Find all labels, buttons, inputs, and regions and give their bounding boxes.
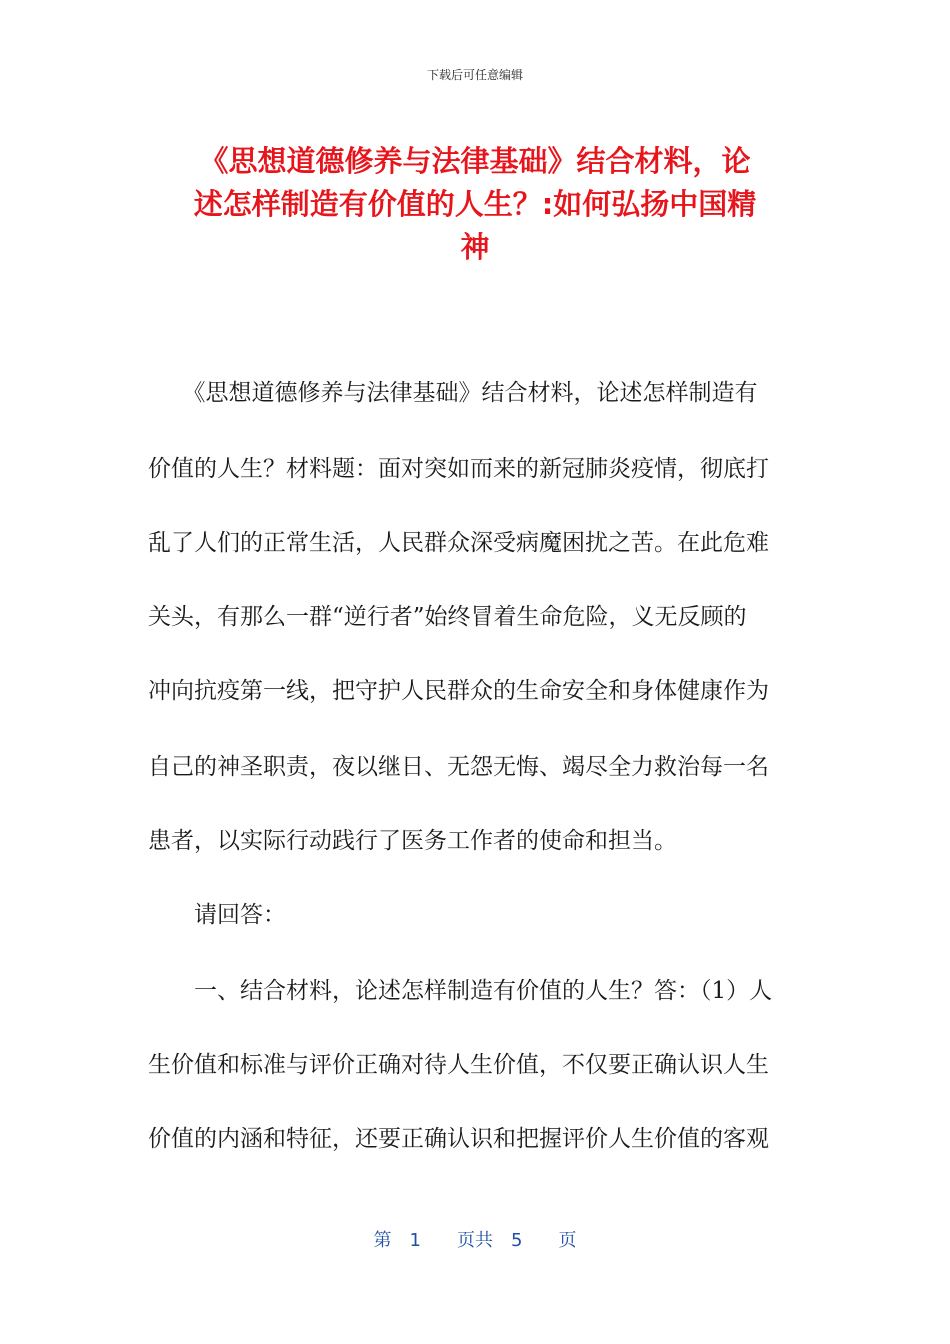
page-number-footer: 第 1 页共 5 页 [373, 1230, 577, 1251]
body-line: 价值的人生？材料题：面对突如而来的新冠肺炎疫情，彻底打 [148, 456, 769, 482]
body-line: 生价值和标准与评价正确对待人生价值，不仅要正确认识人生 [148, 1052, 769, 1078]
body-line: 《思想道德修养与法律基础》结合材料，论述怎样制造有 [148, 380, 758, 406]
body-line: 自己的神圣职责，夜以继日、无怨无悔、竭尽全力救治每一名 [148, 754, 769, 780]
body-line: 关头，有那么一群“逆行者”始终冒着生命危险，义无反顾的 [148, 604, 747, 630]
title-line: 《思想道德修养与法律基础》结合材料，论 [199, 144, 751, 178]
body-line: 乱了人们的正常生活，人民群众深受病魔困扰之苦。在此危难 [148, 530, 769, 556]
body-line: 价值的内涵和特征，还要正确认识和把握评价人生价值的客观 [148, 1126, 769, 1152]
title-line: 述怎样制造有价值的人生？:如何弘扬中国精 [193, 187, 757, 221]
title-line: 神 [460, 230, 490, 264]
body-line: 一、结合材料，论述怎样制造有价值的人生？答：（1）人 [148, 978, 773, 1004]
header-note: 下载后可任意编辑 [426, 68, 523, 82]
body-line: 冲向抗疫第一线，把守护人民群众的生命安全和身体健康作为 [148, 678, 769, 704]
document-title [150, 140, 800, 269]
body-line: 请回答： [148, 902, 286, 928]
body-line: 患者，以实际行动践行了医务工作者的使命和担当。 [148, 828, 677, 854]
